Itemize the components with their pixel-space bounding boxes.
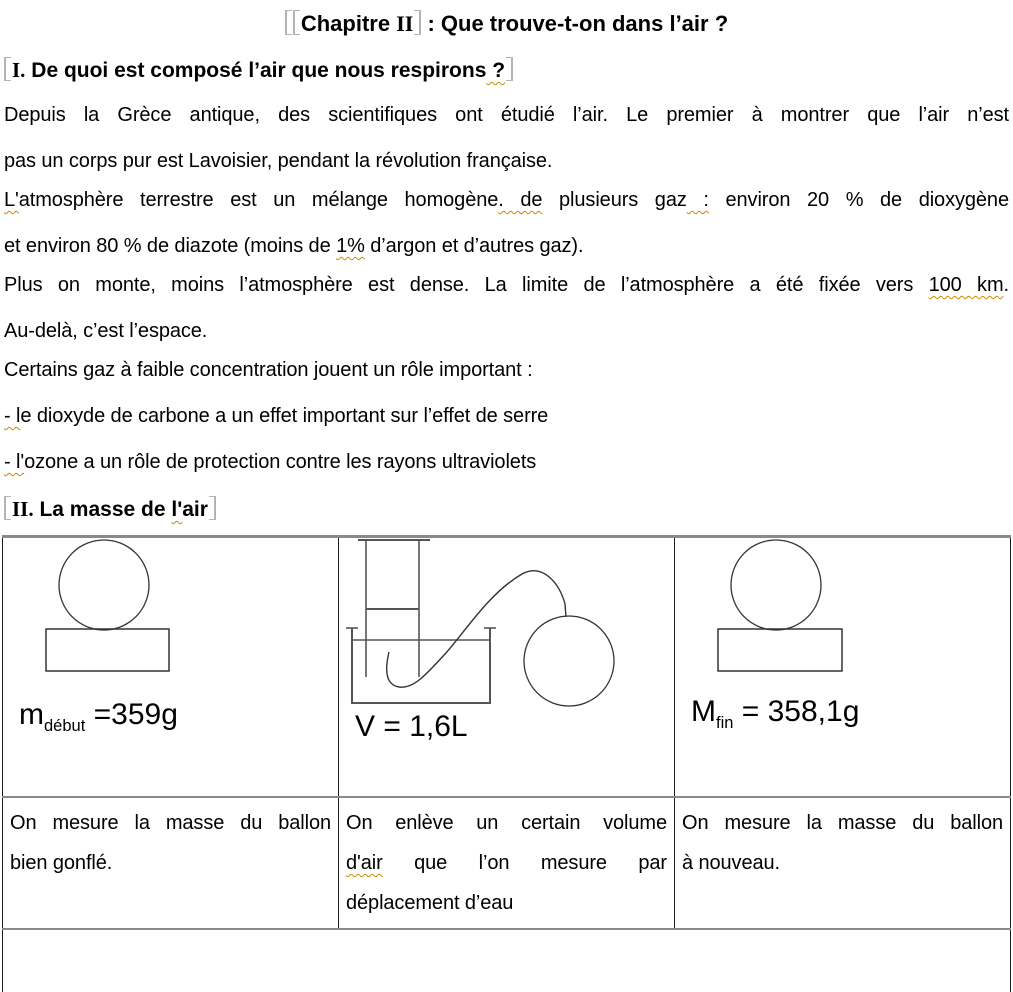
text-segment: à nouveau. <box>682 852 780 874</box>
text-segment: On mesure la masse du ballon <box>10 812 331 834</box>
balloon-on-scale-diagram <box>3 538 337 796</box>
text-line <box>346 803 667 843</box>
text-line <box>4 177 1009 223</box>
section-2-text <box>34 498 208 521</box>
text-line <box>346 843 667 883</box>
chapter-title <box>4 6 1009 42</box>
volume-formula: V = 1,6L <box>355 710 468 743</box>
spellcheck-squiggle-text: ? <box>486 59 506 82</box>
gas-volume-measurement-diagram <box>339 538 673 796</box>
caption-cell-mass-begin <box>3 797 339 929</box>
spellcheck-squiggle-text: 100 km <box>928 274 1004 296</box>
paragraph <box>4 262 1009 354</box>
text-segment: et environ 80 % de diazote (moins de <box>4 235 337 257</box>
paragraph <box>4 92 1009 184</box>
section-2-numeral: II. <box>12 497 34 521</box>
text-line <box>4 439 1009 485</box>
text-segment: Certains gaz à faible concentration jouent un rôle important : <box>4 359 533 381</box>
text-segment: La masse de <box>33 498 172 521</box>
text-segment: . <box>1003 274 1009 296</box>
table-diagram-row <box>3 537 1011 798</box>
text-line <box>4 92 1009 138</box>
text-segment: bien gonflé. <box>10 852 113 874</box>
balloon-on-scale-diagram <box>675 538 1009 796</box>
text-segment: plusieurs gaz <box>542 189 687 211</box>
bookmark-bracket-icon <box>293 10 300 35</box>
text-segment: atmosphère terrestre est un mélange homogène <box>18 189 499 211</box>
section-heading-1 <box>4 52 1009 88</box>
spellcheck-squiggle-text: - l' <box>4 451 25 473</box>
paragraph <box>4 347 1009 485</box>
spellcheck-squiggle-text: - l <box>4 405 21 427</box>
chapter-title-prefix: Chapitre <box>300 11 397 36</box>
section-heading-2 <box>4 491 1009 527</box>
text-line <box>10 803 331 843</box>
text-line <box>682 843 1003 883</box>
text-line <box>4 393 1009 439</box>
spellcheck-squiggle-text: l' <box>171 498 183 521</box>
paragraph <box>4 177 1009 269</box>
spellcheck-squiggle-text: : <box>686 189 709 211</box>
spellcheck-squiggle-text: . de <box>498 189 543 211</box>
text-segment: On enlève un certain volume <box>346 812 667 834</box>
text-segment: Au-delà, c’est l’espace. <box>4 320 208 342</box>
spellcheck-squiggle-text: 1% <box>336 235 365 257</box>
diagram-cell-mass-end <box>675 537 1011 798</box>
bookmark-bracket-icon <box>285 10 292 35</box>
text-segment: que l’on mesure par <box>382 852 667 874</box>
text-segment: De quoi est composé l’air que nous respirons <box>25 59 487 82</box>
chapter-numeral: II <box>396 11 414 36</box>
caption-cell-mass-end <box>675 797 1011 929</box>
table-caption-row <box>3 797 1011 929</box>
text-segment: déplacement d’eau <box>346 892 514 914</box>
diagram-cell-volume <box>339 537 675 798</box>
text-line <box>4 262 1009 308</box>
text-segment: On mesure la masse du ballon <box>682 812 1003 834</box>
chapter-title-text: : Que trouve-t-on dans l’air ? <box>421 11 729 36</box>
text-line <box>10 843 331 883</box>
text-segment: pas un corps pur est Lavoisier, pendant la révolution française. <box>4 150 553 172</box>
text-segment: Depuis la Grèce antique, des scientifiques ont étudié l’air. Le premier à montrer que l’air n’est <box>4 104 1009 126</box>
section-1-text <box>25 59 505 82</box>
caption-cell-volume <box>339 797 675 929</box>
bookmark-bracket-icon <box>4 57 11 81</box>
text-segment: ozone a un rôle de protection contre les rayons ultraviolets <box>24 451 537 473</box>
spellcheck-squiggle-text: L' <box>4 189 19 211</box>
spellcheck-squiggle-text: d'air <box>346 852 383 874</box>
text-segment: Plus on monte, moins l’atmosphère est dense. La limite de l’atmosphère a été fixée vers <box>4 274 929 296</box>
section-1-numeral: I. <box>12 58 26 82</box>
bookmark-bracket-icon <box>506 57 513 81</box>
table-empty-row <box>3 929 1011 992</box>
text-line <box>682 803 1003 843</box>
text-segment: e dioxyde de carbone a un effet important sur l’effet de serre <box>20 405 549 427</box>
document-page <box>0 6 1013 992</box>
mass-begin-formula: $m_{début} =359g$ <box>19 698 178 735</box>
bookmark-bracket-icon <box>4 496 11 520</box>
experiment-table <box>2 535 1011 992</box>
empty-cell <box>3 929 1011 992</box>
text-line <box>346 883 667 923</box>
text-line <box>4 347 1009 393</box>
diagram-cell-mass-begin <box>3 537 339 798</box>
bookmark-bracket-icon <box>209 496 216 520</box>
text-segment: environ 20 % de dioxygène <box>708 189 1009 211</box>
text-segment: d’argon et d’autres gaz). <box>364 235 584 257</box>
mass-end-formula: $M_{fin} = 358,1g$ <box>691 695 860 732</box>
text-segment: air <box>182 498 208 521</box>
